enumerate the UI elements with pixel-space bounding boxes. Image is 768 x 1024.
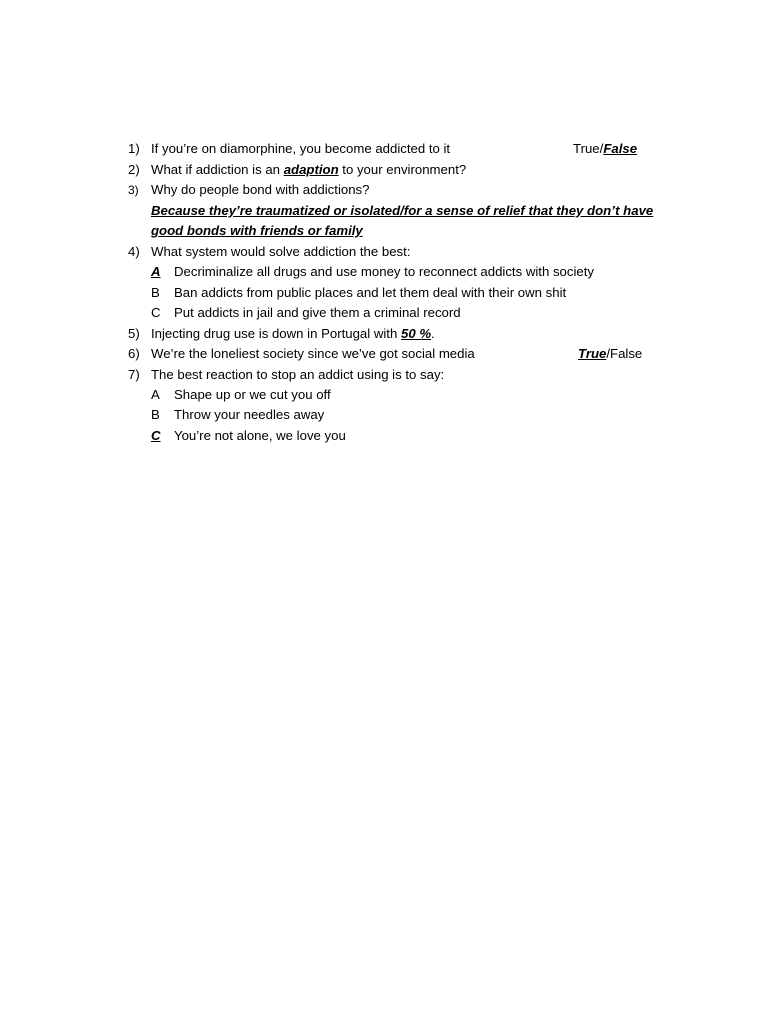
text-after: to your environment? xyxy=(338,162,467,177)
answer: 50 % xyxy=(400,326,432,341)
question-text: The best reaction to stop an addict using is to say: xyxy=(151,367,445,382)
option-letter-selected: C xyxy=(151,428,161,443)
true-false-choice xyxy=(573,139,637,159)
option-text: Throw your needles away xyxy=(174,407,325,422)
text-before: Injecting drug use is down in Portugal with xyxy=(151,326,401,341)
option-text: Shape up or we cut you off xyxy=(174,387,331,402)
option-letter: A xyxy=(151,387,160,402)
option-letter: C xyxy=(151,305,161,320)
question-text xyxy=(151,160,466,180)
answer: adaption xyxy=(283,162,339,177)
question-number: 5) xyxy=(128,326,140,341)
option-letter-selected: A xyxy=(151,264,161,279)
question-text: Why do people bond with addictions? xyxy=(151,182,370,197)
slash: / xyxy=(599,141,604,156)
question-number: 4) xyxy=(128,244,140,259)
question-number: 6) xyxy=(128,346,140,361)
text-after: . xyxy=(431,326,435,341)
option-text: Put addicts in jail and give them a criminal record xyxy=(174,305,461,320)
question-text: What system would solve addiction the best: xyxy=(151,244,411,259)
true-false-choice xyxy=(578,344,642,364)
true-option-selected: True xyxy=(578,346,607,361)
answer: good bonds with friends or family xyxy=(151,223,363,238)
text-before: What if addiction is an xyxy=(151,162,284,177)
question-number: 1) xyxy=(128,141,140,156)
question-number: 7) xyxy=(128,367,140,382)
question-number: 3) xyxy=(128,183,139,197)
false-option: False xyxy=(610,346,643,361)
answer: Because they’re traumatized or isolated/for a sense of relief that they don’t have xyxy=(151,203,654,218)
option-text: Decriminalize all drugs and use money to reconnect addicts with society xyxy=(174,264,595,279)
true-option: True xyxy=(573,141,600,156)
option-text: You’re not alone, we love you xyxy=(174,428,346,443)
option-letter: B xyxy=(151,407,160,422)
option-letter: B xyxy=(151,285,160,300)
slash: / xyxy=(606,346,611,361)
question-text: If you’re on diamorphine, you become addicted to it xyxy=(151,141,451,156)
question-text: We’re the loneliest society since we’ve got social media xyxy=(151,346,475,361)
question-text xyxy=(151,324,435,344)
false-option-selected: False xyxy=(603,141,638,156)
option-text: Ban addicts from public places and let them deal with their own shit xyxy=(174,285,567,300)
question-number: 2) xyxy=(128,162,140,177)
